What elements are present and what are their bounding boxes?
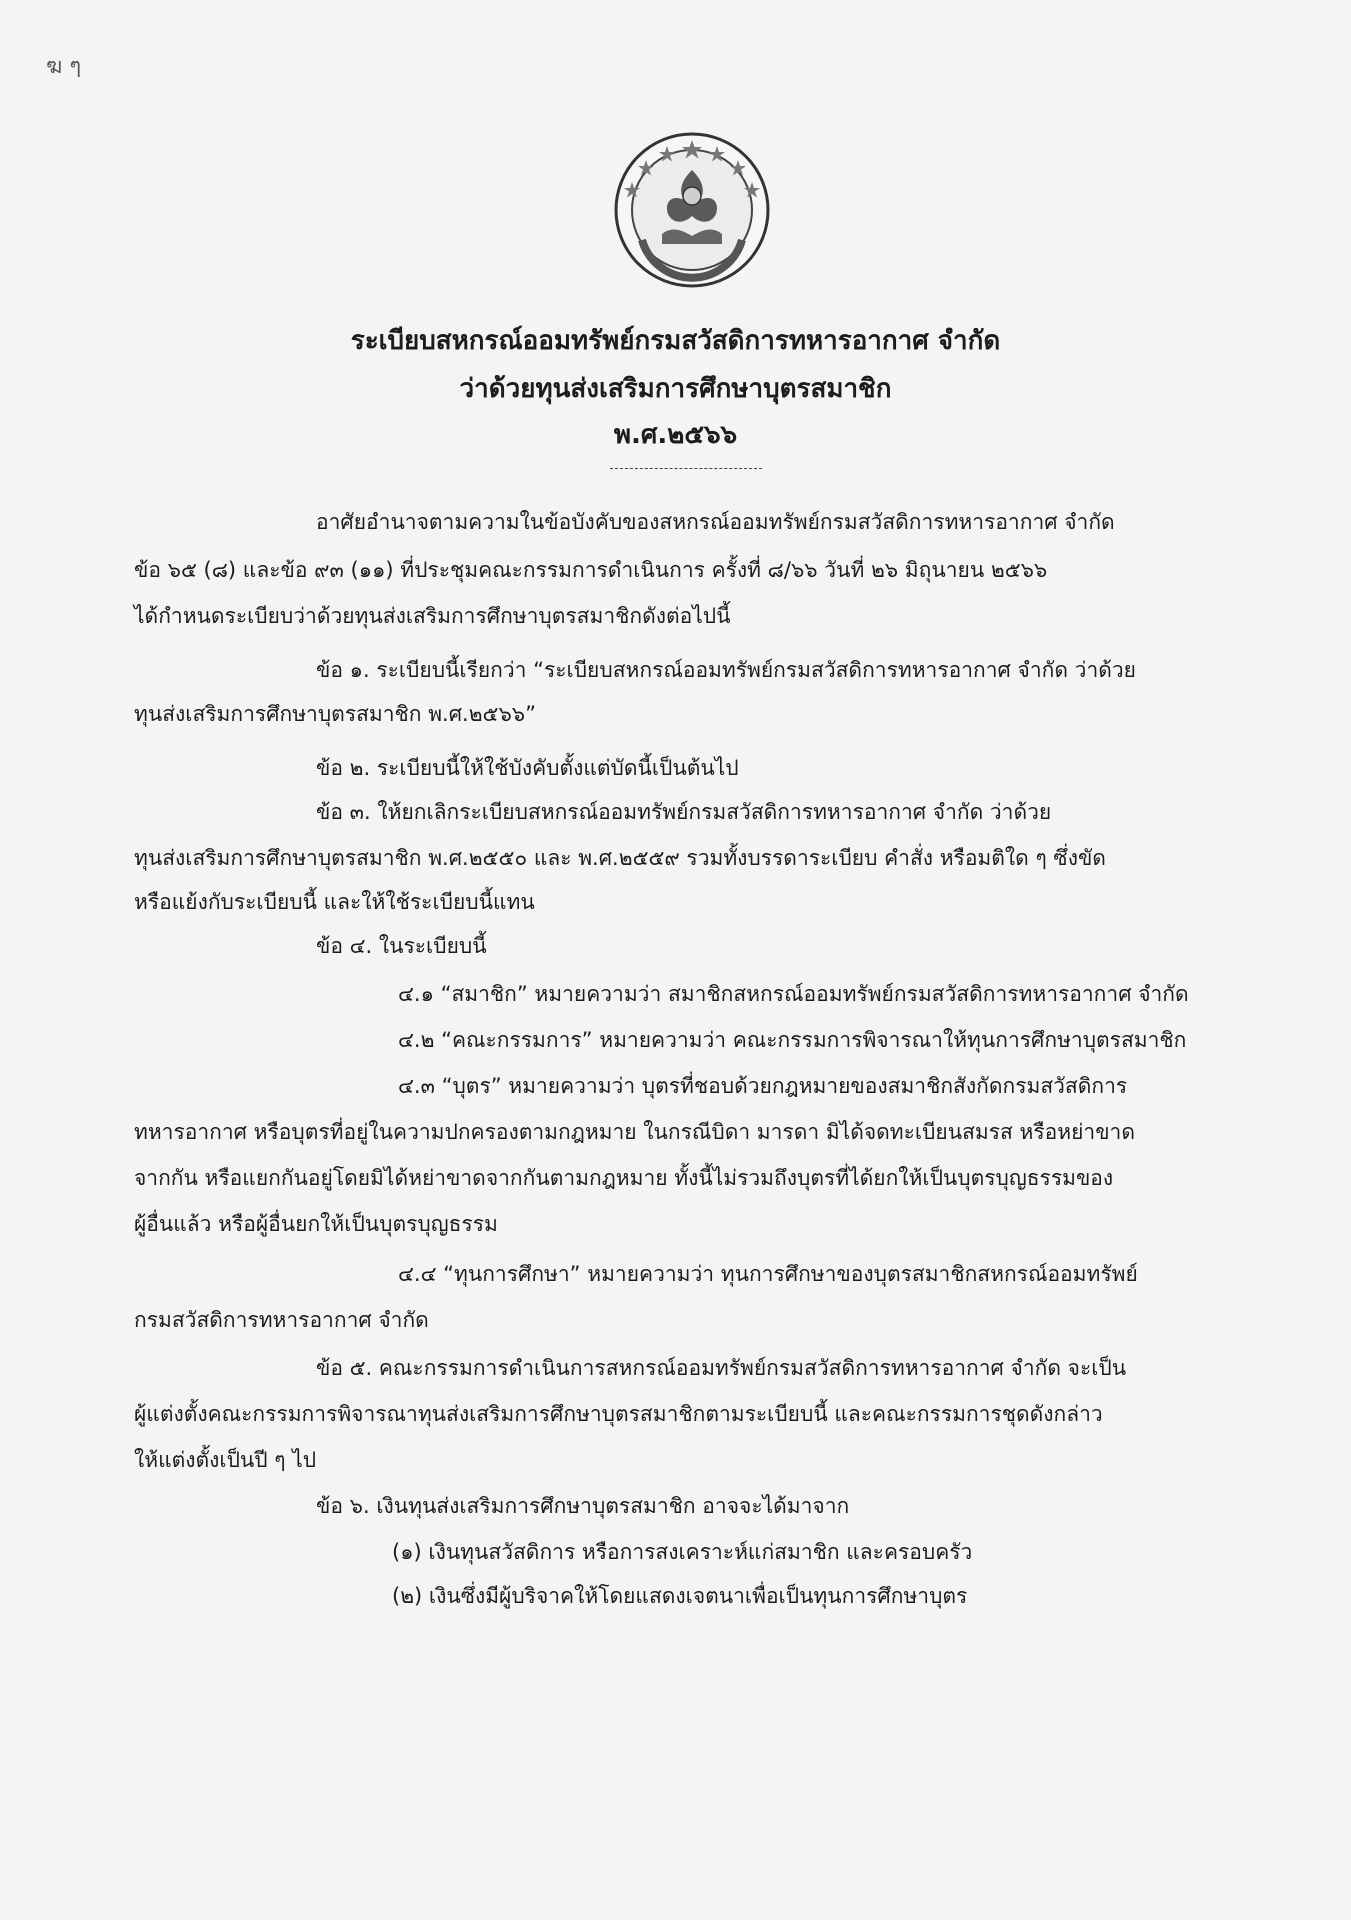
preamble-line-1: อาศัยอำนาจตามความในข้อบังคับของสหกรณ์ออมทรัพย์กรมสวัสดิการทหารอากาศ จำกัด <box>316 510 1115 534</box>
clause-6-item-1: (๑) เงินทุนสวัสดิการ หรือการสงเคราะห์แก่สมาชิก และครอบครัว <box>392 1540 973 1564</box>
clause-3-line-2: ทุนส่งเสริมการศึกษาบุตรสมาชิก พ.ศ.๒๕๕๐ และ พ.ศ.๒๕๕๙ รวมทั้งบรรดาระเบียบ คำสั่ง หรือมติใด ๆ ซึ่งขัด <box>134 846 1106 870</box>
clause-6-item-2: (๒) เงินซึ่งมีผู้บริจาคให้โดยแสดงเจตนาเพื่อเป็นทุนการศึกษาบุตร <box>392 1584 968 1608</box>
clause-1-line-1: ข้อ ๑. ระเบียบนี้เรียกว่า “ระเบียบสหกรณ์ออมทรัพย์กรมสวัสดิการทหารอากาศ จำกัด ว่าด้วย <box>316 658 1136 682</box>
clause-4-4-line-2: กรมสวัสดิการทหารอากาศ จำกัด <box>134 1308 429 1332</box>
clause-4-3-line-2: ทหารอากาศ หรือบุตรที่อยู่ในความปกครองตามกฎหมาย ในกรณีบิดา มารดา มิได้จดทะเบียนสมรส หรือหย่าขาด <box>134 1120 1135 1144</box>
document-title-line-2: ว่าด้วยทุนส่งเสริมการศึกษาบุตรสมาชิก <box>459 374 892 404</box>
clause-4-1: ๔.๑ “สมาชิก” หมายความว่า สมาชิกสหกรณ์ออมทรัพย์กรมสวัสดิการทหารอากาศ จำกัด <box>398 982 1189 1006</box>
cooperative-seal-logo <box>612 130 772 290</box>
clause-1-line-2: ทุนส่งเสริมการศึกษาบุตรสมาชิก พ.ศ.๒๕๖๖” <box>134 702 536 726</box>
clause-3-line-1: ข้อ ๓. ให้ยกเลิกระเบียบสหกรณ์ออมทรัพย์กรมสวัสดิการทหารอากาศ จำกัด ว่าด้วย <box>316 800 1052 824</box>
preamble-line-2: ข้อ ๖๕ (๘) และข้อ ๙๓ (๑๑) ที่ประชุมคณะกรรมการดำเนินการ ครั้งที่ ๘/๖๖ วันที่ ๒๖ มิถุนายน ๒๕๖๖ <box>134 558 1048 582</box>
clause-2: ข้อ ๒. ระเบียบนี้ให้ใช้บังคับตั้งแต่บัดนี้เป็นต้นไป <box>316 756 739 780</box>
clause-4-4-line-1: ๔.๔ “ทุนการศึกษา” หมายความว่า ทุนการศึกษาของบุตรสมาชิกสหกรณ์ออมทรัพย์ <box>398 1262 1138 1286</box>
handwritten-corner-mark: ฆ ๆ <box>46 54 82 79</box>
clause-4-3-line-3: จากกัน หรือแยกกันอยู่โดยมิได้หย่าขาดจากกันตามกฎหมาย ทั้งนี้ไม่รวมถึงบุตรที่ได้ยกให้เป็นบุตรบุญธรรมของ <box>134 1166 1114 1190</box>
clause-5-line-3: ให้แต่งตั้งเป็นปี ๆ ไป <box>134 1448 317 1472</box>
clause-5-line-1: ข้อ ๕. คณะกรรมการดำเนินการสหกรณ์ออมทรัพย์กรมสวัสดิการทหารอากาศ จำกัด จะเป็น <box>316 1356 1127 1380</box>
document-title-line-1: ระเบียบสหกรณ์ออมทรัพย์กรมสวัสดิการทหารอากาศ จำกัด <box>350 326 1001 356</box>
document-title-line-3: พ.ศ.๒๕๖๖ <box>613 420 738 450</box>
clause-6-heading: ข้อ ๖. เงินทุนส่งเสริมการศึกษาบุตรสมาชิก อาจจะได้มาจาก <box>316 1494 850 1518</box>
preamble-line-3: ได้กำหนดระเบียบว่าด้วยทุนส่งเสริมการศึกษาบุตรสมาชิกดังต่อไปนี้ <box>134 604 731 628</box>
clause-4-3-line-4: ผู้อื่นแล้ว หรือผู้อื่นยกให้เป็นบุตรบุญธรรม <box>134 1212 498 1236</box>
clause-4-3-line-1: ๔.๓ “บุตร” หมายความว่า บุตรที่ชอบด้วยกฎหมายของสมาชิกสังกัดกรมสวัสดิการ <box>398 1074 1128 1098</box>
clause-3-line-3: หรือแย้งกับระเบียบนี้ และให้ใช้ระเบียบนี้แทน <box>134 890 535 914</box>
clause-4-2: ๔.๒ “คณะกรรมการ” หมายความว่า คณะกรรมการพิจารณาให้ทุนการศึกษาบุตรสมาชิก <box>398 1028 1187 1052</box>
clause-4-heading: ข้อ ๔. ในระเบียบนี้ <box>316 934 487 958</box>
clause-5-line-2: ผู้แต่งตั้งคณะกรรมการพิจารณาทุนส่งเสริมการศึกษาบุตรสมาชิกตามระเบียบนี้ และคณะกรรมการชุดดังกล่าว <box>134 1402 1103 1426</box>
title-divider <box>610 468 762 469</box>
